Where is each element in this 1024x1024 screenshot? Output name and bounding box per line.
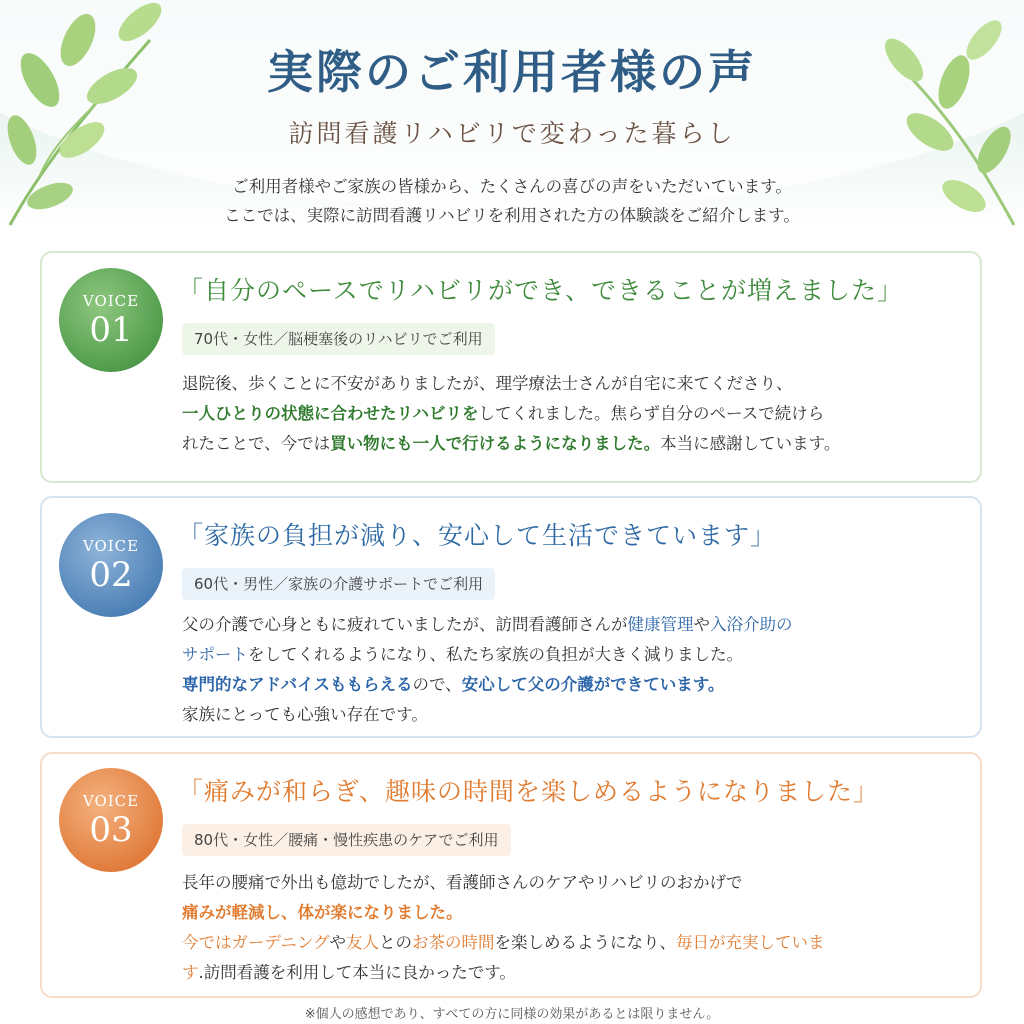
- highlight-text: 毎日が充実していま: [676, 933, 825, 952]
- voice-badge-number: 02: [89, 555, 133, 595]
- voice-badge-03: [59, 768, 163, 872]
- footnote: ※個人の感想であり、すべての方に同様の効果があるとは限りません。: [304, 1007, 720, 1022]
- voice-body: [182, 369, 840, 459]
- body-line: 家族にとっても心強い存在です。: [182, 705, 428, 724]
- highlight-text: す: [182, 963, 199, 982]
- body-text: 父の介護で心身ともに疲れていましたが、訪問看護師さんが: [182, 615, 628, 634]
- body-text: との: [379, 933, 413, 952]
- voice-badge-02: [59, 513, 163, 617]
- body-line: 退院後、歩くことに不安がありましたが、理学療法士さんが自宅に来てくださり、: [182, 374, 793, 393]
- highlight-text: 今では: [182, 933, 232, 952]
- voice-badge-label: VOICE: [82, 292, 140, 310]
- body-line: [182, 958, 825, 988]
- body-line: [182, 429, 840, 459]
- voice-card-03: [40, 752, 982, 998]
- intro-text: [0, 172, 1024, 230]
- voice-card-01: [40, 251, 982, 483]
- body-line: [182, 640, 793, 670]
- voice-badge-number: 01: [89, 310, 133, 350]
- voice-heading: 「家族の負担が減り、安心して生活できています」: [178, 521, 777, 550]
- body-text: れたことで、今では: [182, 434, 331, 453]
- highlight-text: 買い物にも一人で行けるようになりました。: [330, 434, 661, 453]
- body-line: [182, 928, 825, 958]
- voice-profile-tag: 70代・女性／脳梗塞後のリハビリでご利用: [182, 323, 495, 355]
- body-text: .訪問看護を利用して本当に良かったです。: [198, 963, 516, 982]
- intro-line-1: ご利用者様やご家族の皆様から、たくさんの喜びの声をいただいています。: [232, 177, 792, 196]
- body-line: [182, 610, 793, 640]
- voice-badge-01: [59, 268, 163, 372]
- voice-body: [182, 868, 825, 988]
- voice-card-02: [40, 496, 982, 738]
- voice-body: [182, 610, 793, 730]
- highlight-text: 友人: [346, 933, 380, 952]
- body-text: してくれました。焦らず自分のペースで続けら: [478, 404, 825, 423]
- voice-heading: 「自分のペースでリハビリができ、できることが増えました」: [178, 276, 904, 305]
- body-text: や: [329, 933, 347, 952]
- body-line: [182, 399, 840, 429]
- highlight-text: 専門的なアドバイスももらえる: [182, 675, 413, 694]
- highlight-text: 一人ひとりの状態に合わせたリハビリを: [182, 404, 479, 423]
- highlight-text: お茶の時間: [412, 933, 495, 952]
- body-text: を楽しめるようになり、: [494, 933, 677, 952]
- page-title: 実際のご利用者様の声: [267, 45, 757, 99]
- voice-badge-label: VOICE: [82, 537, 140, 555]
- body-line: [182, 898, 825, 928]
- body-text: ので、: [412, 675, 462, 694]
- voice-profile-tag: 60代・男性／家族の介護サポートでご利用: [182, 568, 495, 600]
- highlight-text: 健康管理: [627, 615, 694, 634]
- body-text: や: [693, 615, 710, 634]
- intro-line-2: ここでは、実際に訪問看護リハビリを利用された方の体験談をご紹介します。: [224, 206, 800, 225]
- highlight-text: 入浴介助の: [710, 615, 793, 634]
- highlight-text: 痛みが軽減し、体が楽になりました。: [182, 903, 463, 922]
- body-line: 長年の腰痛で外出も億劫でしたが、看護師さんのケアやリハビリのおかげで: [182, 873, 743, 892]
- body-text: をしてくれるようになり、私たち家族の負担が大きく減りました。: [248, 645, 743, 664]
- voice-heading: 「痛みが和らぎ、趣味の時間を楽しめるようになりました」: [178, 777, 880, 806]
- highlight-text: ガーデニング: [231, 933, 330, 952]
- highlight-text: 安心して父の介護ができています。: [461, 675, 725, 694]
- voice-badge-number: 03: [89, 810, 133, 850]
- page-subtitle: 訪問看護リハビリで変わった暮らし: [288, 119, 736, 148]
- highlight-text: サポート: [182, 645, 248, 664]
- voice-profile-tag: 80代・女性／腰痛・慢性疾患のケアでご利用: [182, 824, 511, 856]
- body-text: 本当に感謝しています。: [660, 434, 841, 453]
- voice-badge-label: VOICE: [82, 792, 140, 810]
- body-line: [182, 670, 793, 700]
